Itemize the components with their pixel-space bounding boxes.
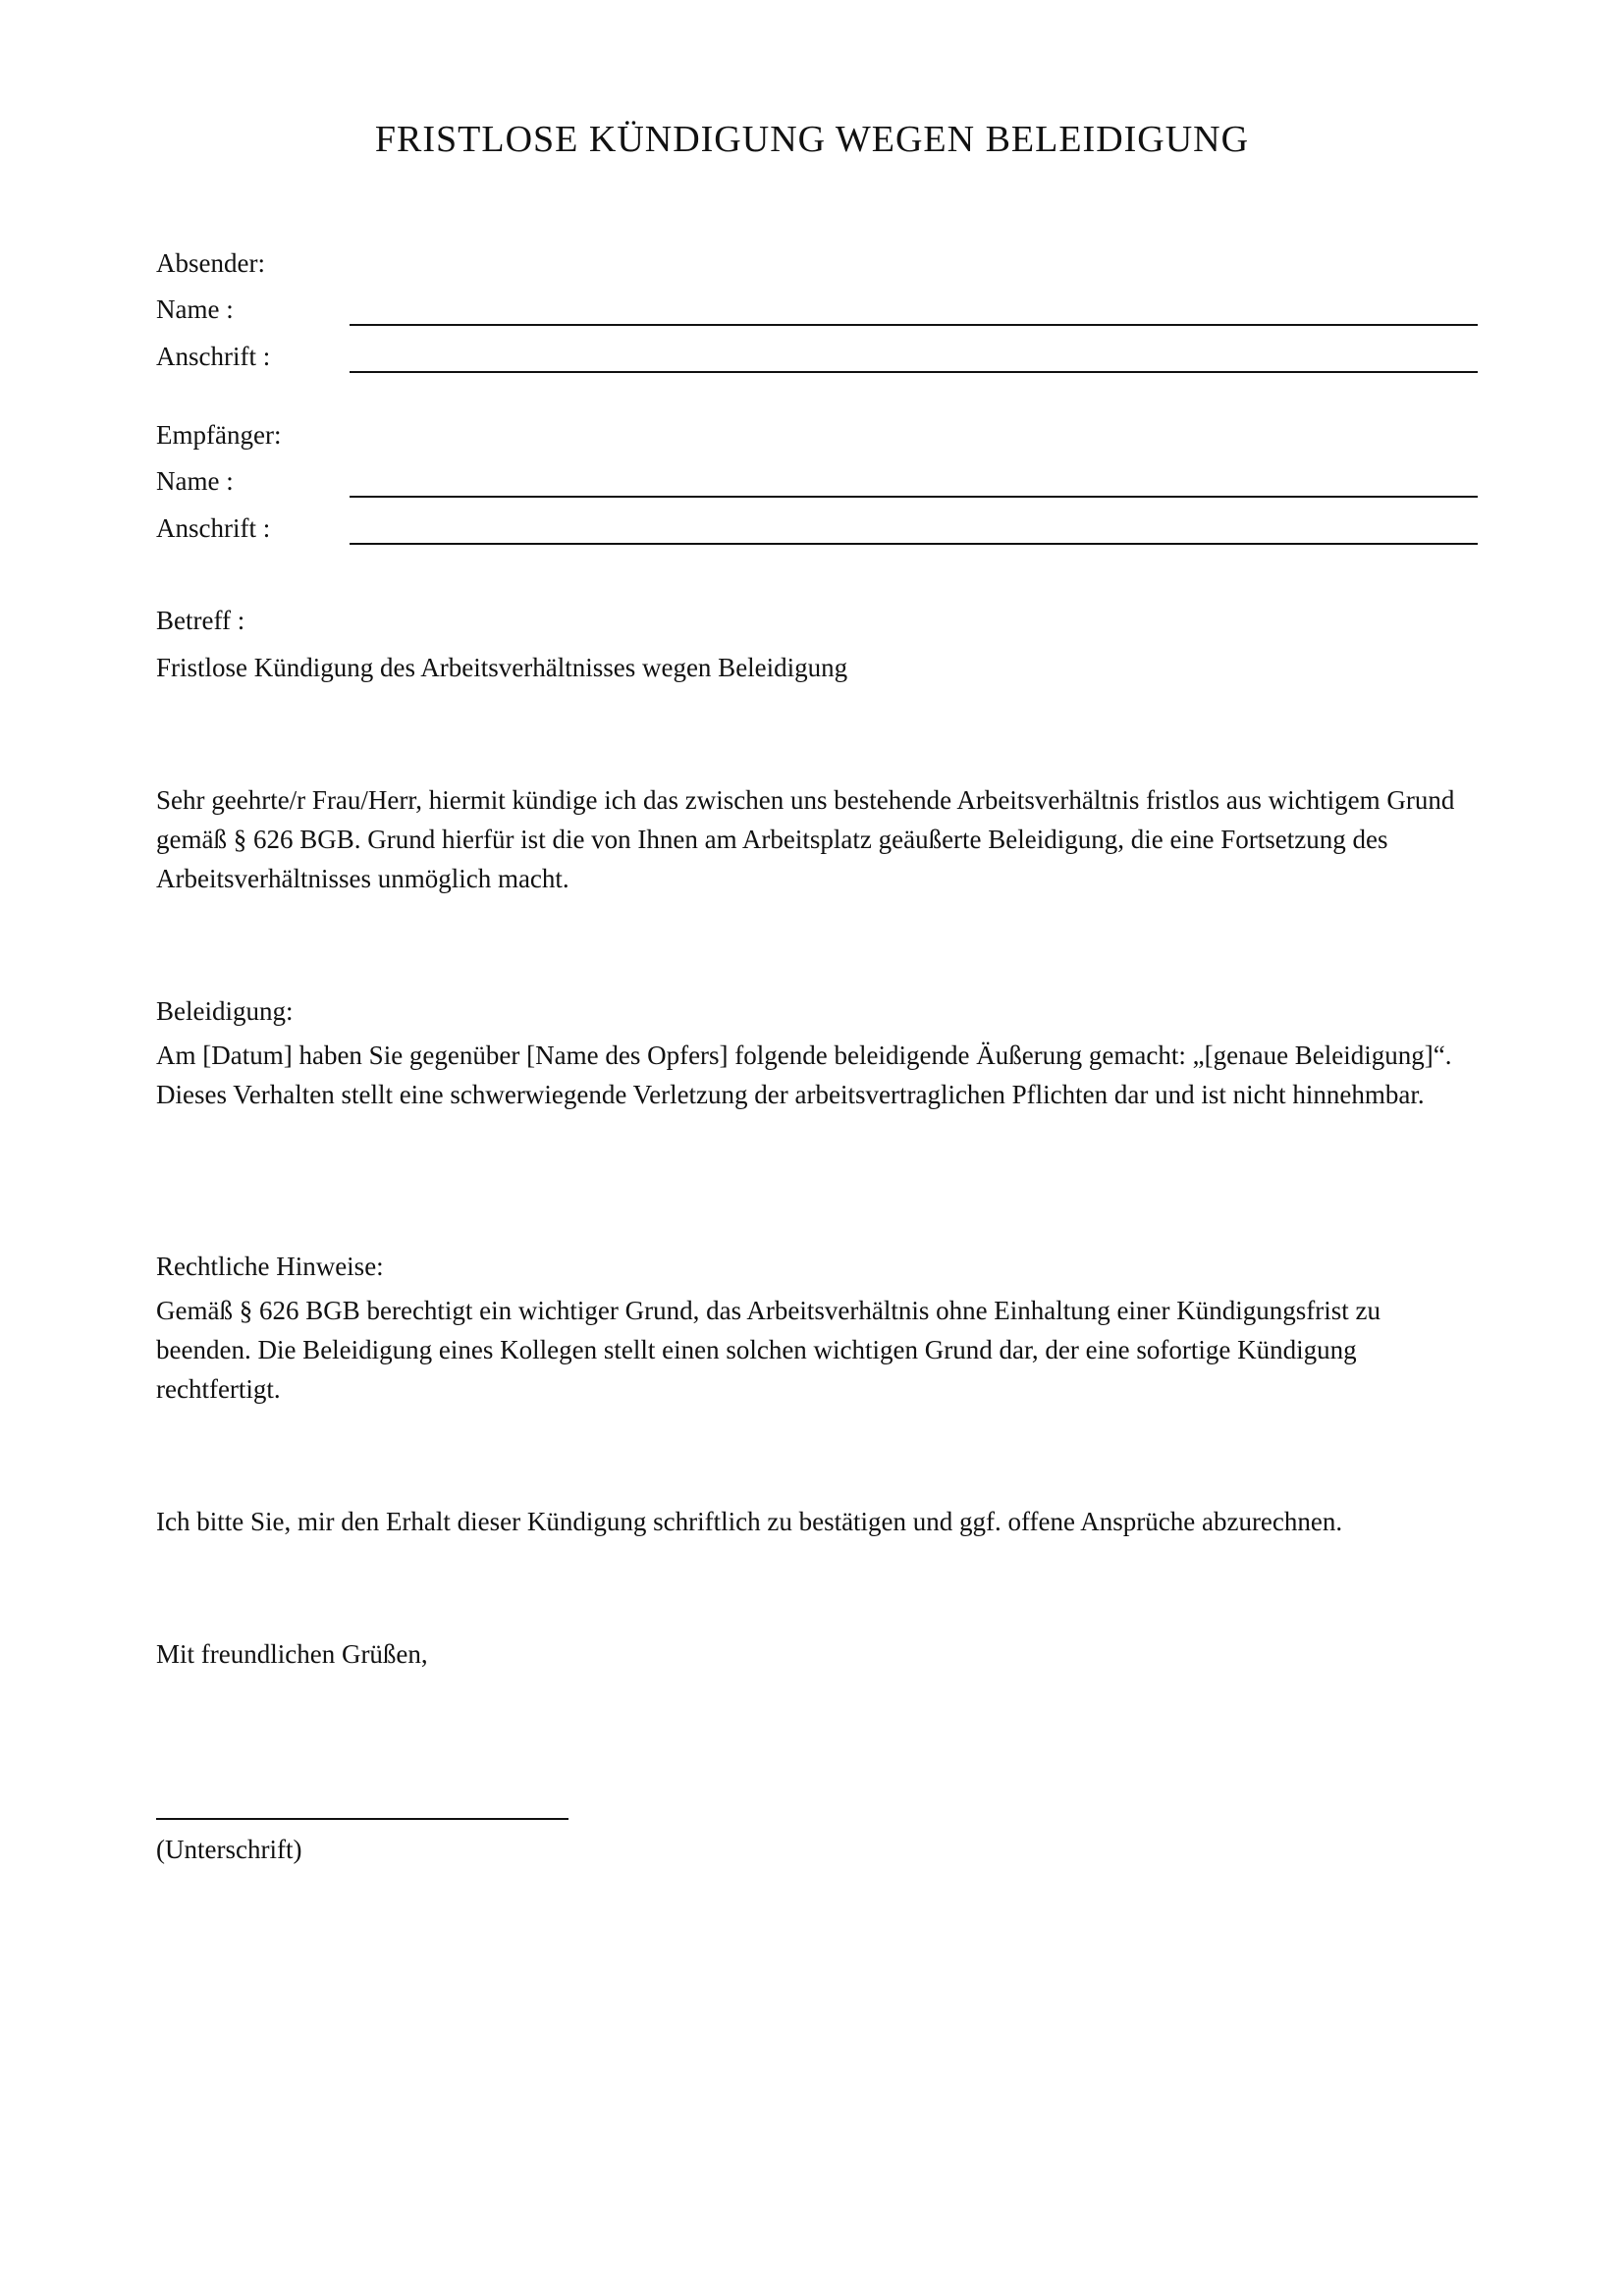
intro-paragraph: Sehr geehrte/r Frau/Herr, hiermit kündige ich das zwischen uns bestehende Arbeitsverhältnis fristlos aus wichtigem Grund gemäß § 626 BGB. Grund hierfür ist die von Ihnen am Arbeitsplatz geäußerte Beleidigung, die eine Fortsetzung des Arbeitsverhältnisses unmöglich macht.: [156, 785, 1455, 893]
recipient-name-label: Name :: [156, 466, 234, 496]
signature-label: (Unterschrift): [156, 1835, 302, 1864]
insult-paragraph: Am [Datum] haben Sie gegenüber [Name des Opfers] folgende beleidigende Äußerung gemacht: „[genaue Beleidigung]“. Dieses Verhalten stellt eine schwerwiegende Verletzung der arbeitsvertraglichen Pflichten dar und ist nicht hinnehmbar.: [156, 1041, 1452, 1109]
sender-name-field[interactable]: [350, 324, 1478, 326]
sender-heading: Absender:: [156, 248, 265, 278]
insult-heading: Beleidigung:: [156, 996, 294, 1026]
sender-address-label: Anschrift :: [156, 342, 271, 371]
legal-heading: Rechtliche Hinweise:: [156, 1252, 384, 1281]
subject-label: Betreff :: [156, 606, 245, 635]
sender-name-label: Name :: [156, 294, 234, 324]
signature-line[interactable]: [156, 1818, 568, 1820]
recipient-address-label: Anschrift :: [156, 513, 271, 543]
legal-paragraph: Gemäß § 626 BGB berechtigt ein wichtiger Grund, das Arbeitsverhältnis ohne Einhaltung einer Kündigungsfrist zu beenden. Die Beleidigung eines Kollegen stellt einen solchen wichtigen Grund dar, der eine sofortige Kündigung rechtfertigt.: [156, 1296, 1380, 1404]
sender-address-field[interactable]: [350, 371, 1478, 373]
subject-text: Fristlose Kündigung des Arbeitsverhältnisses wegen Beleidigung: [156, 653, 848, 682]
closing-greeting: Mit freundlichen Grüßen,: [156, 1639, 428, 1669]
recipient-name-field[interactable]: [350, 496, 1478, 498]
recipient-address-field[interactable]: [350, 543, 1478, 545]
page-title: FRISTLOSE KÜNDIGUNG WEGEN BELEIDIGUNG: [374, 119, 1250, 160]
recipient-heading: Empfänger:: [156, 420, 282, 450]
confirmation-request: Ich bitte Sie, mir den Erhalt dieser Kündigung schriftlich zu bestätigen und ggf. offene Ansprüche abzurechnen.: [156, 1507, 1343, 1536]
